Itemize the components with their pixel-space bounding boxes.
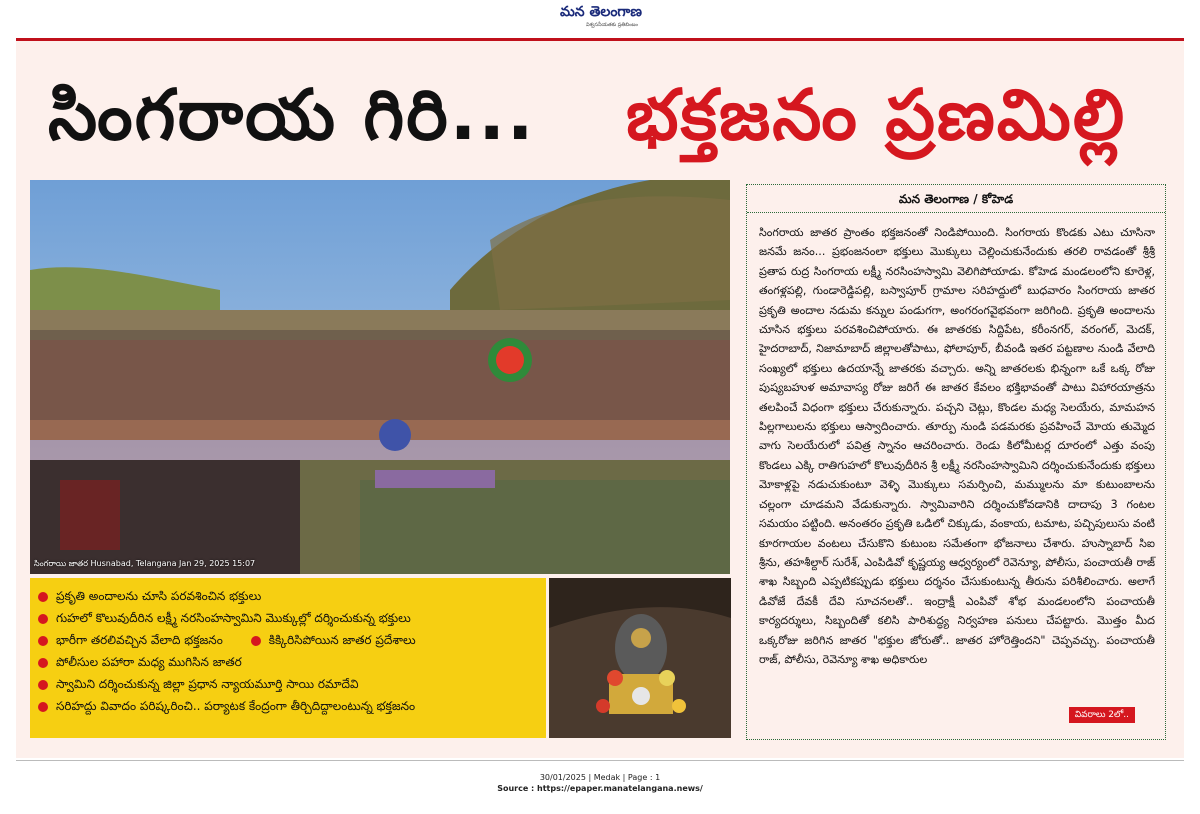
bullet-dot xyxy=(38,658,48,668)
bullet-dot xyxy=(251,636,261,646)
news-page xyxy=(16,38,1184,758)
newspaper-logo[interactable] xyxy=(560,4,642,23)
bullet-dot xyxy=(38,702,48,712)
highlight-item xyxy=(251,633,416,650)
continued-on-page-2-tag[interactable]: వివరాలు 2లో.. xyxy=(1069,707,1135,723)
bullet-dot xyxy=(38,614,48,624)
footer-divider xyxy=(16,760,1184,766)
logo-text: మన తెలంగాణ xyxy=(560,4,642,20)
headline xyxy=(36,56,1166,196)
bullet-dot xyxy=(38,636,48,646)
deity-illustration xyxy=(549,578,731,738)
festival-crowd-photo xyxy=(30,180,730,574)
masthead-tagline: విశ్వసనీయతకు ప్రతిబింబం xyxy=(586,22,638,28)
bullet-dot xyxy=(38,680,48,690)
masthead xyxy=(0,0,1200,36)
highlight-text: స్వామిని దర్శించుకున్న జిల్లా ప్రధాన న్యాయమూర్తి సాయి రమాదేవి xyxy=(56,676,359,691)
highlight-item xyxy=(38,696,538,718)
highlight-item xyxy=(38,608,538,630)
article-byline: మన తెలంగాణ / కోహెడ xyxy=(747,185,1165,213)
highlight-text: సరిహద్దు వివాదం పరిష్కరించి.. పర్యాటక కేంద్రంగా తీర్చిదిద్దాలంటున్న భక్తజనం xyxy=(56,698,416,713)
headline-black: సింగరాయ గిరి... xyxy=(48,74,536,156)
page-footer xyxy=(0,772,1200,794)
highlight-text: భారీగా తరలివచ్చిన వేలాది భక్తజనం xyxy=(56,632,223,647)
deity-photo xyxy=(549,578,731,738)
photo-caption: సింగరాయి జాతర Husnabad, Telangana Jan 29, 2025 15:07 xyxy=(34,559,256,568)
highlight-text: పోలీసుల పహారా మధ్య ముగిసిన జాతర xyxy=(56,654,242,669)
footer-source-link[interactable]: Source : https://epaper.manatelangana.news/ xyxy=(497,784,703,793)
highlight-text: గుహలో కొలువుదీరిన లక్ష్మీ నరసింహస్వామిని మొక్కుల్లో దర్శించుకున్న భక్తులు xyxy=(56,610,411,625)
highlight-item xyxy=(38,633,223,650)
headline-red: భక్తజనం ప్రణమిల్లి xyxy=(626,74,1127,156)
highlight-text: ప్రకృతి అందాలను చూసి పరవశించిన భక్తులు xyxy=(56,588,262,603)
bullet-dot xyxy=(38,592,48,602)
highlights-box xyxy=(30,578,546,738)
highlight-item xyxy=(38,586,538,608)
news-article xyxy=(746,184,1166,740)
footer-date-edition: 30/01/2025 | Medak | Page : 1 xyxy=(539,773,661,782)
article-body: సింగరాయ జాతర ప్రాంతం భక్తజనంతో నిండిపోయింది. సింగరాయ కొండకు ఎటు చూసినా జనమే జనం... ప్రభంజనంలా భక్తులు మొక్కులు చెల్లించుకునేందుకు తరలి రావడంతో శ్రీశ్రీ ప్రతాప రుద్ర సింగరాయ లక్ష్మీ నరసింహస్వామి వెలిగిపోయాడు. కోహెడ మండలంలోని కూరెళ్ల, తంగళ్లపల్లి, గుండారెడ్డిపల్లి, బస్వాపూర్ గ్రామాల సరిహద్దులో బుధవారం సింగరాయ జాతర ప్రకృతి అందాల నడుమ కన్నుల పండుగగా, అంగరంగవైభవంగా జరిగింది. ప్రకృతి అందాలను చూసిన భక్తులు పరవశించిపోయారు. ఈ జాతరకు సిద్దిపేట, కరీంనగర్, వరంగల్, మెదక్, హైదరాబాద్, నిజామాబాద్ జిల్లాలతోపాటు, ఫోలాపూర్, బీవండి ఇతర పట్టణాల నుండి వేలాది సంఖ్యలో భక్తులు ఉదయాన్నే జాతరకు వచ్చారు. అన్ని జాతరలకు భిన్నంగా ఒకే ఒక్క రోజు పుష్యబహుళ అమావాస్య రోజు జరిగే ఈ జాతర కేవలం భక్తిభావంతో పాటు విహారయాత్రను తలపించే విధంగా భక్తులు చేరుకున్నారు. పచ్చని చెట్లు, కొండల మధ్య సెలయేరు, మామహన పిల్లగాలులను భక్తులు ఆస్వాదించారు. తూర్పు నుండి పడమరకు ప్రవహించే మోయ తుమ్మెద వాగు సెలయేరులో పవిత్ర స్నానం ఆచరించారు. రెండు కిలోమీటర్ల దూరంలో ఎత్తు వంపు కొండలు ఎక్కి రాతిగుహలో కొలువుదీరిన శ్రీ లక్ష్మీ నరసింహస్వామిని దర్శించుకునేందుకు భక్తులు మోకాళ్లపై నడుచుకుంటూ వెళ్ళి మొక్కులు సమర్పించి, మమ్ములను మా కుటుంబాలను చల్లంగా చూడమని వేడుకున్నారు. స్వామివారిని దర్శించుకోవడానికి దాదాపు 3 గంటల సమయం పట్టింది. అనంతరం ప్రకృతి ఒడిలో చిక్కుడు, వంకాయ, టమాట, పచ్చిపులుసు వంటి కూరగాయల వంటలు చేసుకొని కుటుంబ సమేతంగా భోజనాలు చేశారు. హుస్నాబాద్ సిఐ శ్రీను, తహశీల్దార్ సురేశ్, ఎంపిడివో కృష్ణయ్య ఆధ్వర్యంలో రెవెన్యూ, పోలీసు, పంచాయతీ రాజ్ శాఖ సిబ్బంది ఎప్పటికప్పుడు భక్తులు దర్శనం చేసుకుంటున్న తీరును పరిశీలించారు. అలాగే డివోజే దేవకీ దేవి సూచనలతో.. ఇంద్రాక్షీ ఎంపివో శోభ మండలంలోని పంచాయతీ కార్యదర్శులు, సిబ్బందితో కలిసి పారిశుద్ధ్య నిర్వహణ పనులు చేపట్టారు. మొత్తం మీద ఒక్కరోజు జరిగిన జాతర "భక్తుల జోరుతో.. జాతర హోరెత్తిందని" చెప్పవచ్చు. పంచాయతీ రాజ్, పోలీసు, రెవెన్యూ శాఖ అధికారుల xyxy=(759,226,1155,666)
highlight-item xyxy=(38,674,538,696)
page-top-rule xyxy=(16,38,1184,41)
highlight-item xyxy=(38,652,538,674)
crowd-illustration xyxy=(30,180,730,574)
highlight-text: కిక్కిరిసిపోయిన జాతర ప్రదేశాలు xyxy=(268,632,416,647)
highlight-item-pair xyxy=(38,630,538,652)
